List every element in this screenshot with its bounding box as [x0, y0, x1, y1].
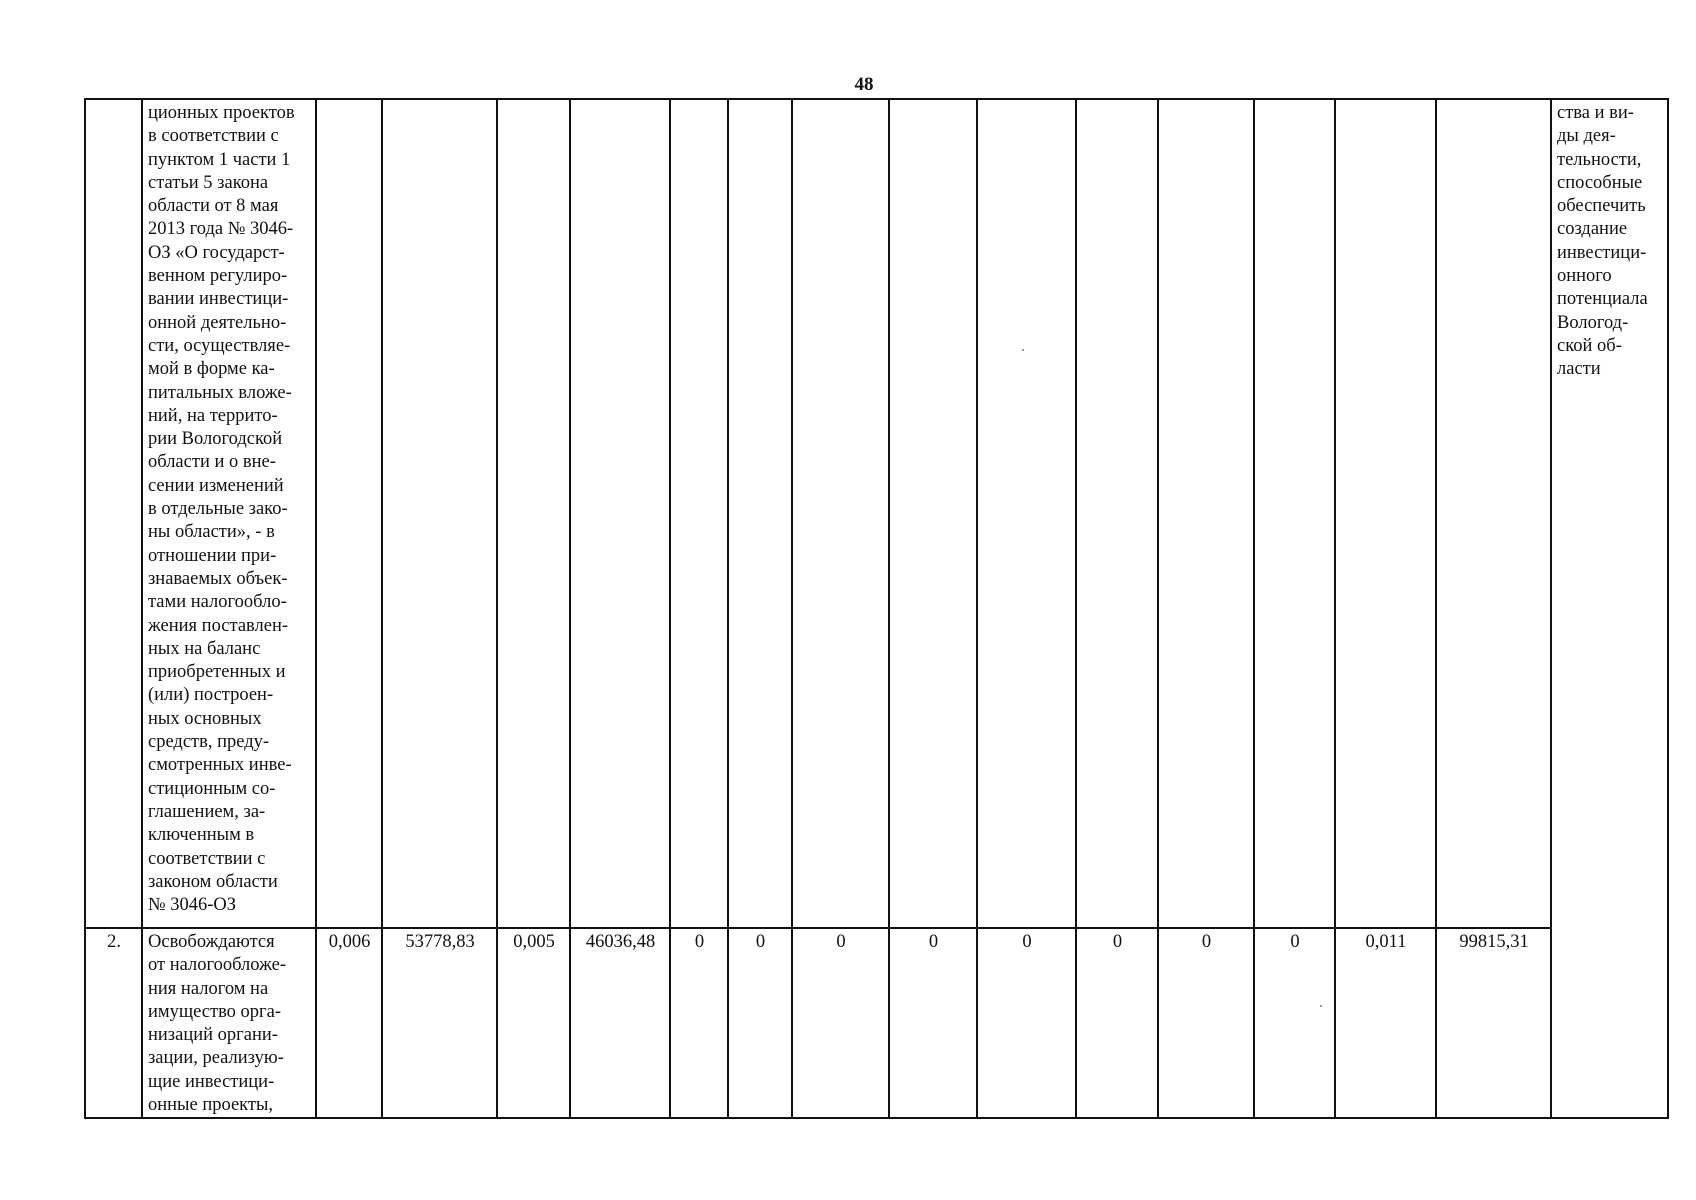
scan-speck	[1022, 349, 1024, 351]
row-description: Освобождаются от налогообложе- ния налогом на имущество орга- низаций органи- зации, реализую- щие инвестици- онные проекты,	[142, 928, 316, 1118]
value-cell: 0	[977, 928, 1076, 1118]
row-notes: ства и ви- ды дея- тельности, способные обеспечить создание инвестици- онного потенциала Вологод- ской об- ласти	[1551, 99, 1668, 1118]
value-cell: 0	[792, 928, 889, 1118]
value-cell	[1254, 99, 1335, 928]
value-cell: 53778,83	[382, 928, 497, 1118]
table-row	[85, 928, 1668, 1118]
scan-speck	[1320, 1005, 1322, 1007]
row-number	[85, 99, 142, 928]
value-cell	[316, 99, 382, 928]
value-cell	[1076, 99, 1158, 928]
value-cell: 0	[889, 928, 977, 1118]
value-cell	[497, 99, 570, 928]
value-cell	[728, 99, 792, 928]
value-cell	[889, 99, 977, 928]
value-cell: 0,006	[316, 928, 382, 1118]
value-cell	[1436, 99, 1551, 928]
table-row	[85, 99, 1668, 928]
benefits-table	[84, 98, 1669, 1119]
row-description: ционных проектов в соответствии с пунктом 1 части 1 статьи 5 закона области от 8 мая 2013 года № 3046- ОЗ «О государст- венном регулиро- вании инвестици- онной деятельно- сти, осуществляе- мой в форме ка- питальных вложе- ний, на террито- рии Вологодской области и о вне- сении изменений в отдельные зако- ны области», - в отношении при- знаваемых объек- тами налогообло- жения поставлен- ных на баланс приобретенных и (или) построен- ных основных средств, преду- смотренных инве- стиционным со- глашением, за- ключенным в соответствии с законом области № 3046-ОЗ	[142, 99, 316, 928]
value-cell: 0	[1254, 928, 1335, 1118]
value-cell: 0	[670, 928, 728, 1118]
value-cell: 46036,48	[570, 928, 670, 1118]
value-cell	[792, 99, 889, 928]
value-cell: 0	[1158, 928, 1254, 1118]
value-cell	[1158, 99, 1254, 928]
value-cell: 0,005	[497, 928, 570, 1118]
value-cell: 0,011	[1335, 928, 1436, 1118]
page-number: 48	[854, 74, 874, 95]
value-cell	[670, 99, 728, 928]
value-cell: 99815,31	[1436, 928, 1551, 1118]
value-cell: 0	[1076, 928, 1158, 1118]
value-cell	[382, 99, 497, 928]
value-cell	[570, 99, 670, 928]
value-cell	[977, 99, 1076, 928]
row-number: 2.	[85, 928, 142, 1118]
value-cell	[1335, 99, 1436, 928]
value-cell: 0	[728, 928, 792, 1118]
